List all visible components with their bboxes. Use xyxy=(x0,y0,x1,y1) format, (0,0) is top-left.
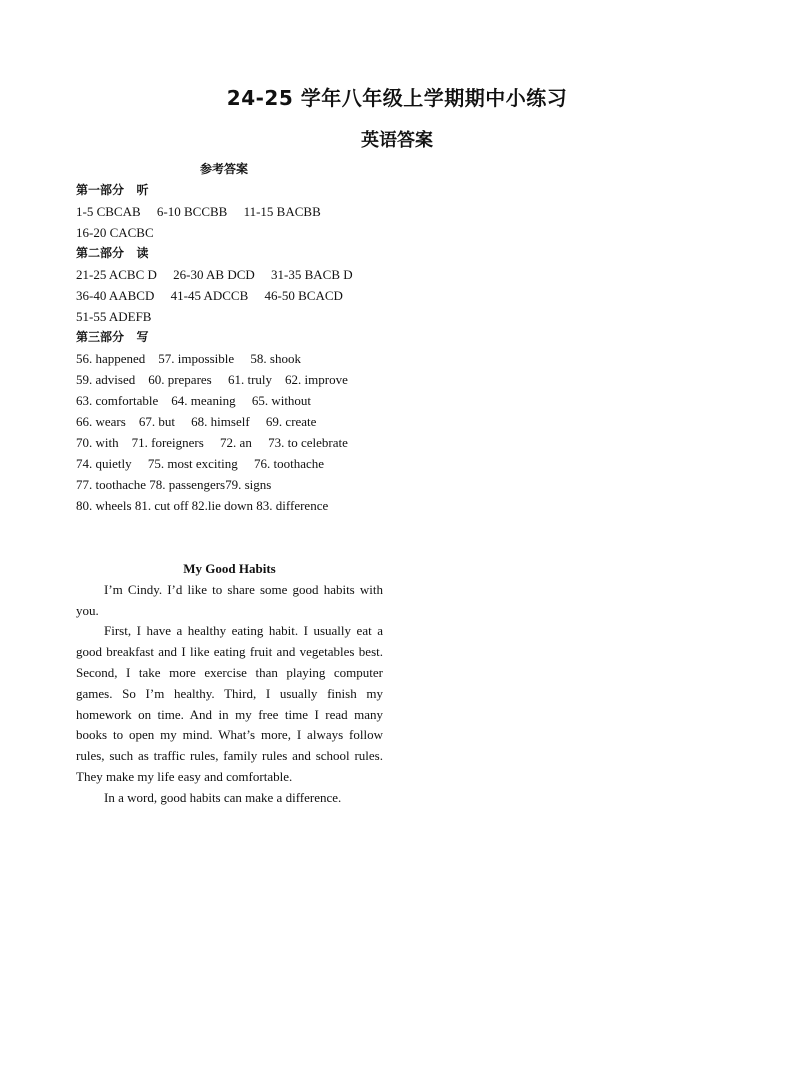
sample-essay xyxy=(76,559,383,809)
essay-paragraph: In a word, good habits can make a difference. xyxy=(104,789,342,805)
page-subtitle: 英语答案 xyxy=(361,130,433,151)
essay-title: My Good Habits xyxy=(183,561,276,576)
answer-line: 16-20 CACBC xyxy=(76,225,154,240)
answer-line: 74. quietly 75. most exciting 76. toothache xyxy=(76,456,325,471)
answer-line: 56. happened 57. impossible 58. shook xyxy=(76,351,301,366)
answer-line: 21-25 ACBC D 26-30 AB DCD 31-35 BACB D xyxy=(76,267,353,282)
answer-line: 36-40 AABCD 41-45 ADCCB 46-50 BCACD xyxy=(76,288,343,303)
page-title: 24-25 学年八年级上学期期中小练习 xyxy=(226,86,568,110)
answer-line: 51-55 ADEFB xyxy=(76,309,152,324)
section-heading-listening: 第一部分 听 xyxy=(76,183,149,197)
answer-line: 1-5 CBCAB 6-10 BCCBB 11-15 BACBB xyxy=(76,204,321,219)
answer-line: 63. comfortable 64. meaning 65. without xyxy=(76,393,312,408)
answer-line: 66. wears 67. but 68. himself 69. create xyxy=(76,414,317,429)
section-heading-reading: 第二部分 读 xyxy=(76,246,149,260)
answer-list xyxy=(76,180,396,516)
answer-line: 59. advised 60. prepares 61. truly 62. improve xyxy=(76,372,348,387)
essay-paragraph: First, I have a healthy eating habit. I usually eat a good breakfast and I like eating fruit and vegetables best. Second, I take more exercise than playing computer games. So I’m healthy. Third, I usually finish my homework on time. And in my free time I read many books to open my mind. What’s more, I always follow rules, such as traffic rules, family rules and school rules. They make my life easy and comfortable. xyxy=(76,623,383,784)
answer-line: 70. with 71. foreigners 72. an 73. to celebrate xyxy=(76,435,348,450)
section-heading-writing: 第三部分 写 xyxy=(76,330,149,344)
reference-answers-label: 参考答案 xyxy=(200,162,249,176)
answer-line: 80. wheels 81. cut off 82.lie down 83. difference xyxy=(76,498,329,513)
answer-line: 77. toothache 78. passengers79. signs xyxy=(76,477,272,492)
essay-paragraph: I’m Cindy. I’d like to share some good habits with you. xyxy=(76,581,383,618)
